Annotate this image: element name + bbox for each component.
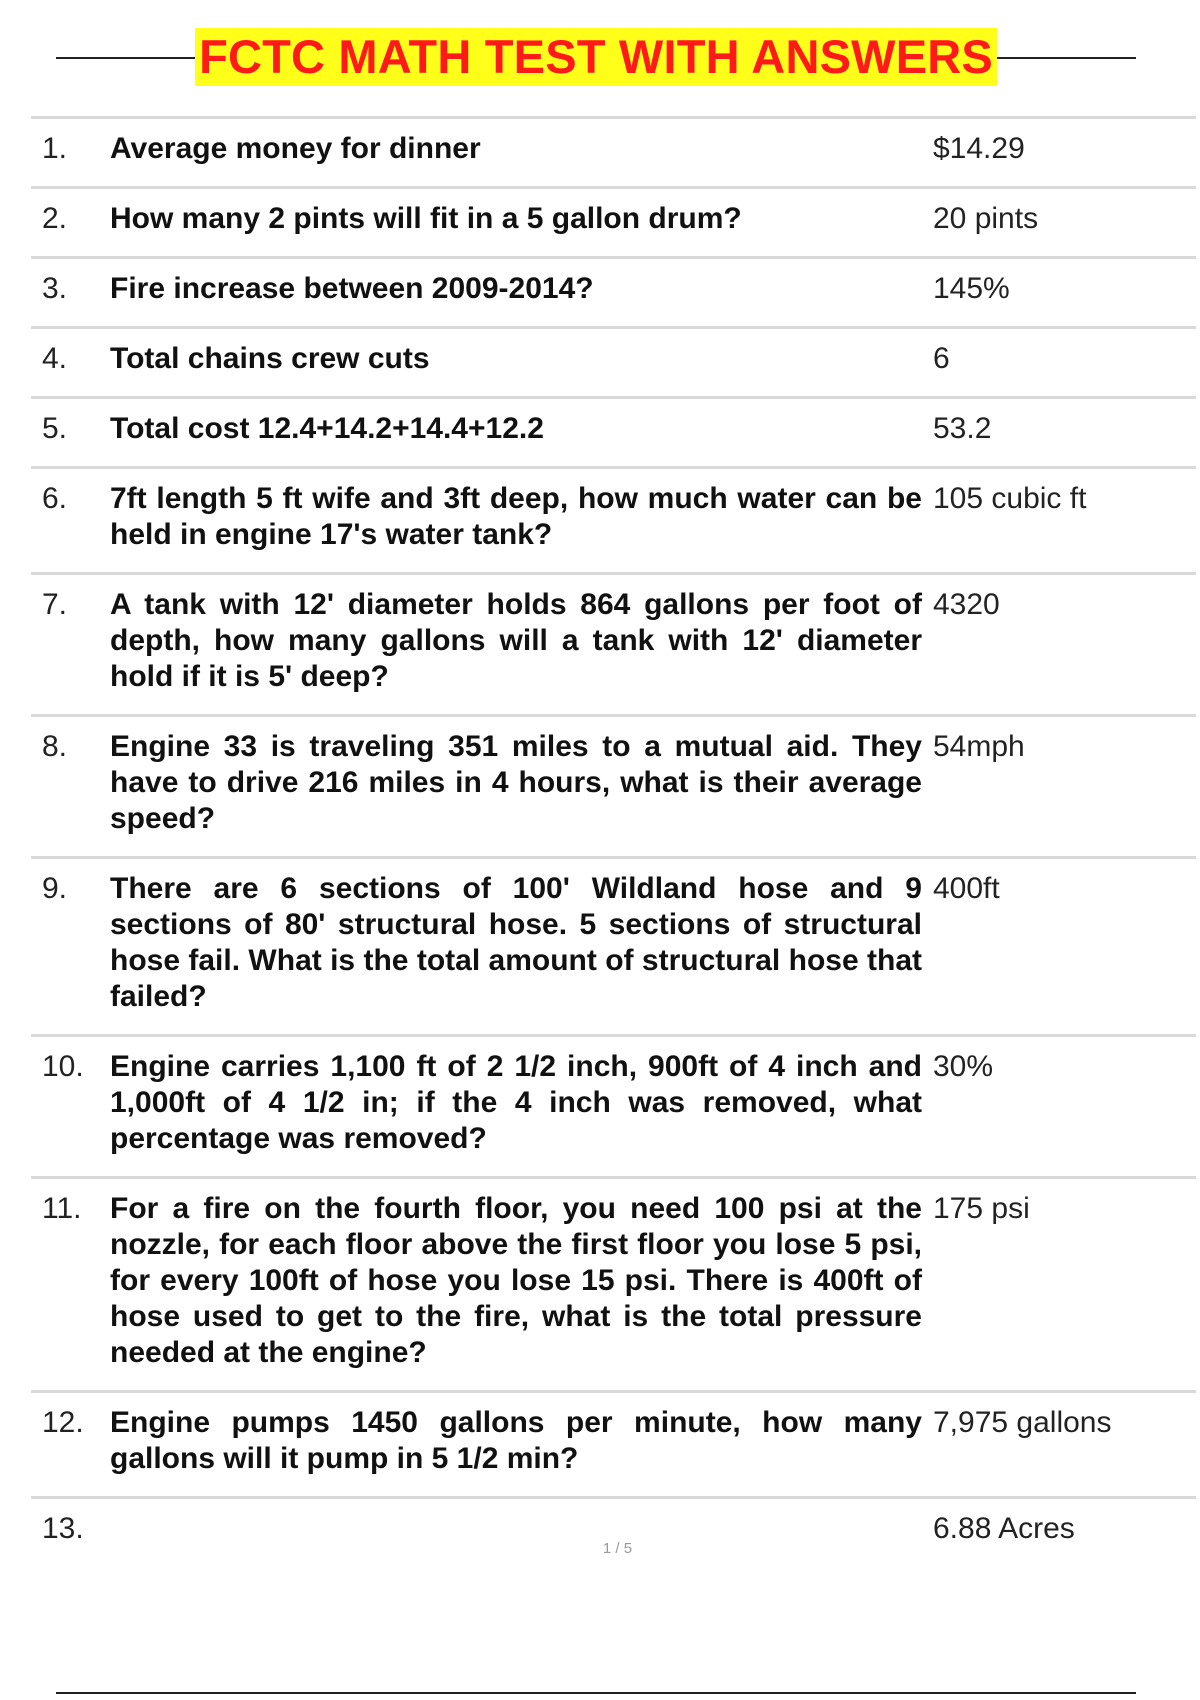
question-row [31, 1393, 1196, 1499]
question-number: 5. [42, 412, 68, 445]
question-text: Engine pumps 1450 gallons per minute, how many gallons will it pump in 5 1/2 min? [110, 1406, 922, 1475]
question-row [31, 575, 1196, 717]
question-row [31, 1179, 1196, 1393]
question-text: Engine carries 1,100 ft of 2 1/2 inch, 900ft of 4 inch and 1,000ft of 4 1/2 in; if the 4 inch was removed, what percentage was removed? [110, 1050, 922, 1155]
question-text: Fire increase between 2009-2014? [110, 272, 594, 305]
question-number: 9. [42, 872, 68, 905]
answer-text: 175 psi [933, 1192, 1030, 1225]
question-number: 4. [42, 342, 68, 375]
question-text: There are 6 sections of 100' Wildland hose and 9 sections of 80' structural hose. 5 sections of structural hose fail. What is the total amount of structural hose that failed? [110, 872, 922, 1013]
answer-text: 30% [933, 1050, 994, 1083]
question-text: Total cost 12.4+14.2+14.4+12.2 [110, 412, 544, 445]
answer-text: 4320 [933, 588, 1000, 621]
question-row [31, 469, 1196, 575]
question-text: Total chains crew cuts [110, 342, 430, 375]
answer-text: $14.29 [933, 132, 1025, 165]
question-answer-table [31, 116, 1196, 1557]
question-text: How many 2 pints will fit in a 5 gallon drum? [110, 202, 742, 235]
question-row [31, 259, 1196, 329]
answer-text: 6.88 Acres [933, 1512, 1075, 1545]
question-number: 1. [42, 132, 68, 165]
footer-rule [56, 1692, 1136, 1694]
question-number: 10. [42, 1050, 84, 1083]
answer-text: 6 [933, 342, 950, 375]
question-row [31, 329, 1196, 399]
question-text: 7ft length 5 ft wife and 3ft deep, how much water can be held in engine 17's water tank? [110, 482, 922, 551]
question-number: 3. [42, 272, 68, 305]
question-row [31, 717, 1196, 859]
question-text: Average money for dinner [110, 132, 481, 165]
answer-text: 53.2 [933, 412, 992, 445]
question-number: 13. [42, 1512, 84, 1545]
page-indicator: 1 / 5 [602, 1540, 633, 1557]
answer-text: 54mph [933, 730, 1025, 763]
answer-text: 145% [933, 272, 1010, 305]
question-row [31, 189, 1196, 259]
answer-text: 20 pints [933, 202, 1039, 235]
question-text: A tank with 12' diameter holds 864 gallons per foot of depth, how many gallons will a tank with 12' diameter hold if it is 5' deep? [110, 588, 922, 693]
question-number: 8. [42, 730, 68, 763]
answer-text: 400ft [933, 872, 1000, 905]
question-text: Engine 33 is traveling 351 miles to a mutual aid. They have to drive 216 miles in 4 hours, what is their average speed? [110, 730, 922, 835]
answer-text: 7,975 gallons [933, 1406, 1112, 1439]
question-number: 2. [42, 202, 68, 235]
question-number: 6. [42, 482, 68, 515]
question-row [31, 399, 1196, 469]
question-number: 7. [42, 588, 68, 621]
question-row [31, 119, 1196, 189]
document-title: FCTC MATH TEST WITH ANSWERS [195, 28, 997, 86]
question-text: For a fire on the fourth floor, you need 100 psi at the nozzle, for each floor above the first floor you lose 5 psi, for every 100ft of hose you lose 15 psi. There is 400ft of hose used to get to the fire, what is the total pressure needed at the engine? [110, 1192, 922, 1369]
answer-text: 105 cubic ft [933, 482, 1087, 515]
question-row [31, 859, 1196, 1037]
question-number: 11. [42, 1192, 82, 1225]
document-header [56, 28, 1136, 90]
question-row [31, 1037, 1196, 1179]
question-number: 12. [42, 1406, 84, 1439]
